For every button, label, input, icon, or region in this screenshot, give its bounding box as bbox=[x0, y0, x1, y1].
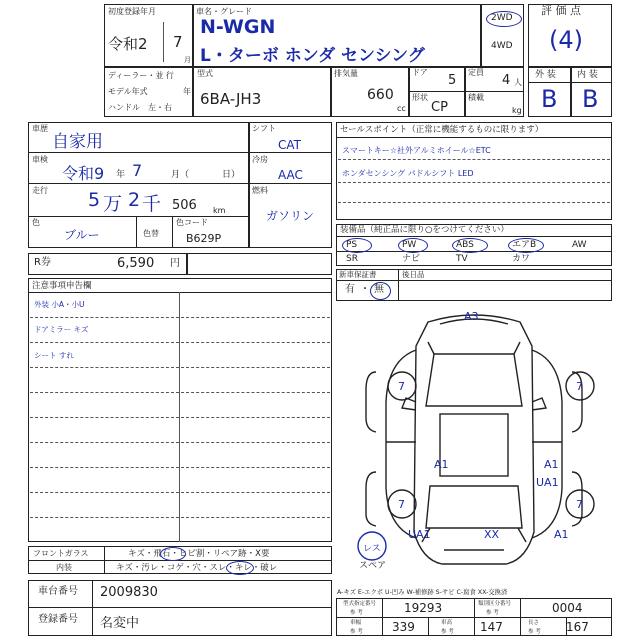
sales-label: セールスポイント（正常に機能するものに限ります） bbox=[340, 125, 544, 135]
damage-mark: 7 bbox=[398, 380, 405, 393]
damage-mark: UA1 bbox=[408, 528, 431, 541]
grade: L・ターボ ホンダ センシング bbox=[200, 46, 425, 66]
shape: CP bbox=[431, 100, 448, 115]
height-label: 車高 bbox=[441, 620, 453, 626]
shift: CAT bbox=[278, 138, 301, 152]
damage-mark: 7 bbox=[576, 498, 583, 511]
type-designation-label: 型式指定番号 bbox=[343, 601, 377, 607]
drive-2wd: 2WD bbox=[491, 13, 513, 23]
spare-label: スペア bbox=[359, 561, 387, 571]
inspection-month: 7 bbox=[132, 161, 143, 180]
fuel-label: 燃料 bbox=[252, 186, 268, 195]
interior-grade: B bbox=[582, 85, 599, 113]
usage-label: 車歴 bbox=[32, 124, 48, 133]
aircon: AAC bbox=[278, 168, 303, 182]
car-diagram bbox=[336, 302, 612, 582]
length-value: 167 bbox=[566, 620, 589, 634]
equipment-item: TV bbox=[456, 254, 468, 264]
carname-label: 車名・グレード bbox=[196, 7, 252, 16]
glass-text: キズ・飛石・ヒビ割・リペア跡・X要 bbox=[128, 549, 270, 559]
usage: 自家用 bbox=[52, 132, 103, 152]
equipment-item: ABS bbox=[456, 240, 474, 250]
displacement-label: 排気量 bbox=[334, 69, 358, 78]
warranty-after-label: 後日品 bbox=[402, 270, 425, 279]
fuel: ガソリン bbox=[266, 209, 315, 223]
first-reg-era: 令和2 bbox=[108, 35, 148, 53]
color: ブルー bbox=[64, 228, 100, 242]
interior-circle bbox=[226, 561, 254, 575]
spare-circle-text: レス bbox=[363, 544, 381, 554]
glass-label: フロントガラス bbox=[33, 549, 89, 558]
dealer-label: ディーラー・並 行 bbox=[108, 71, 174, 80]
type-designation: 19293 bbox=[404, 601, 443, 615]
damage-mark: UA1 bbox=[536, 476, 559, 489]
equipment-item: ナビ bbox=[402, 254, 421, 264]
recycle-label: R券 bbox=[34, 257, 51, 268]
car-name: N-WGN bbox=[200, 16, 276, 38]
warranty-none: 無 bbox=[374, 284, 384, 295]
handle-label: ハンドル 左・右 bbox=[108, 103, 172, 112]
reg-label: 登録番号 bbox=[38, 614, 78, 625]
score: (4) bbox=[549, 26, 583, 54]
equipment-item: SR bbox=[346, 254, 358, 264]
sales-line2: ホンダセンシング パドルシフト LED bbox=[342, 169, 474, 178]
glass-circle bbox=[160, 547, 186, 561]
damage-mark: A1 bbox=[434, 458, 449, 471]
equipment-item: PW bbox=[402, 240, 417, 250]
damage-mark: A3 bbox=[464, 310, 479, 323]
door-label: ドア bbox=[412, 68, 428, 77]
model-year-label: モデル年式 bbox=[108, 87, 148, 96]
recycle-amount: 6,590 bbox=[117, 256, 155, 271]
load-label: 積載 bbox=[468, 93, 484, 102]
damage-mark: 7 bbox=[576, 380, 583, 393]
sales-line1: スマートキー☆社外アルミホイール☆ETC bbox=[342, 146, 491, 155]
color-code-label: 色コード bbox=[176, 218, 208, 227]
chassis-number: 2009830 bbox=[100, 585, 158, 600]
capacity-label: 定員 bbox=[468, 68, 484, 77]
type-label: 型式 bbox=[197, 69, 213, 78]
warranty-has: 有 bbox=[345, 284, 355, 295]
equipment-label: 装備品（純正品に限り○をつけてください） bbox=[340, 225, 509, 235]
category-number: 0004 bbox=[552, 601, 583, 615]
reg-number: 名変中 bbox=[100, 616, 140, 631]
inspection-era: 令和9 bbox=[62, 164, 105, 183]
equipment-item: PS bbox=[346, 240, 358, 250]
damage-mark: A1 bbox=[544, 458, 559, 471]
drive-4wd: 4WD bbox=[491, 41, 513, 51]
color-label: 色 bbox=[32, 218, 40, 227]
mileage-rest: 506 bbox=[172, 198, 197, 213]
height-value: 147 bbox=[480, 620, 503, 634]
capacity: 4 bbox=[502, 73, 511, 88]
score-label: 評 価 点 bbox=[541, 4, 581, 17]
damage-mark: XX bbox=[484, 528, 500, 541]
recycle-frame bbox=[28, 253, 332, 275]
chassis-label: 車台番号 bbox=[38, 586, 78, 597]
length-label: 長さ bbox=[528, 620, 540, 626]
first-reg-label: 初度登録年月 bbox=[108, 7, 156, 16]
first-reg-month: 7 bbox=[173, 33, 183, 51]
width-value: 339 bbox=[392, 620, 415, 634]
mileage-sen: 2 bbox=[128, 189, 141, 211]
notes-label: 注意事項申告欄 bbox=[32, 281, 92, 291]
width-label: 車幅 bbox=[350, 620, 362, 626]
exterior-label: 外 装 bbox=[535, 70, 556, 80]
doors: 5 bbox=[448, 73, 457, 88]
mileage-label: 走行 bbox=[32, 186, 48, 195]
damage-mark: 7 bbox=[398, 498, 405, 511]
equipment-item: AW bbox=[572, 240, 587, 250]
displacement: 660 bbox=[367, 87, 394, 103]
category-label: 類別区分番号 bbox=[478, 601, 512, 607]
warranty-new-label: 新車保証書 bbox=[339, 270, 377, 279]
equipment-item: カワ bbox=[512, 254, 531, 264]
shift-label: シフト bbox=[252, 124, 276, 133]
shape-label: 形状 bbox=[412, 93, 428, 102]
damage-legend: A-キズ E-エクボ U-凹み W-補修跡 S-サビ C-腐食 XX-交換済 bbox=[337, 589, 508, 596]
damage-mark: A1 bbox=[554, 528, 569, 541]
notes-line3: シート すれ bbox=[34, 351, 74, 360]
interior-label-2: 内装 bbox=[56, 563, 72, 572]
notes-line2: ドアミラー キズ bbox=[34, 325, 89, 334]
interior-label: 内 装 bbox=[577, 70, 598, 80]
interior-text: キズ・汚レ・コゲ・穴・スレ・キレ・破レ bbox=[116, 563, 278, 573]
aircon-label: 冷房 bbox=[252, 155, 268, 164]
equipment-item: エアB bbox=[512, 240, 537, 250]
mileage-man: 5 bbox=[88, 189, 101, 211]
color-change-label: 色替 bbox=[143, 229, 159, 238]
inspection-label: 車検 bbox=[32, 155, 48, 164]
model-code: 6BA-JH3 bbox=[200, 90, 262, 108]
color-code: B629P bbox=[186, 232, 222, 245]
exterior-grade: B bbox=[541, 85, 558, 113]
notes-line1: 外装 小A・小U bbox=[34, 300, 85, 309]
